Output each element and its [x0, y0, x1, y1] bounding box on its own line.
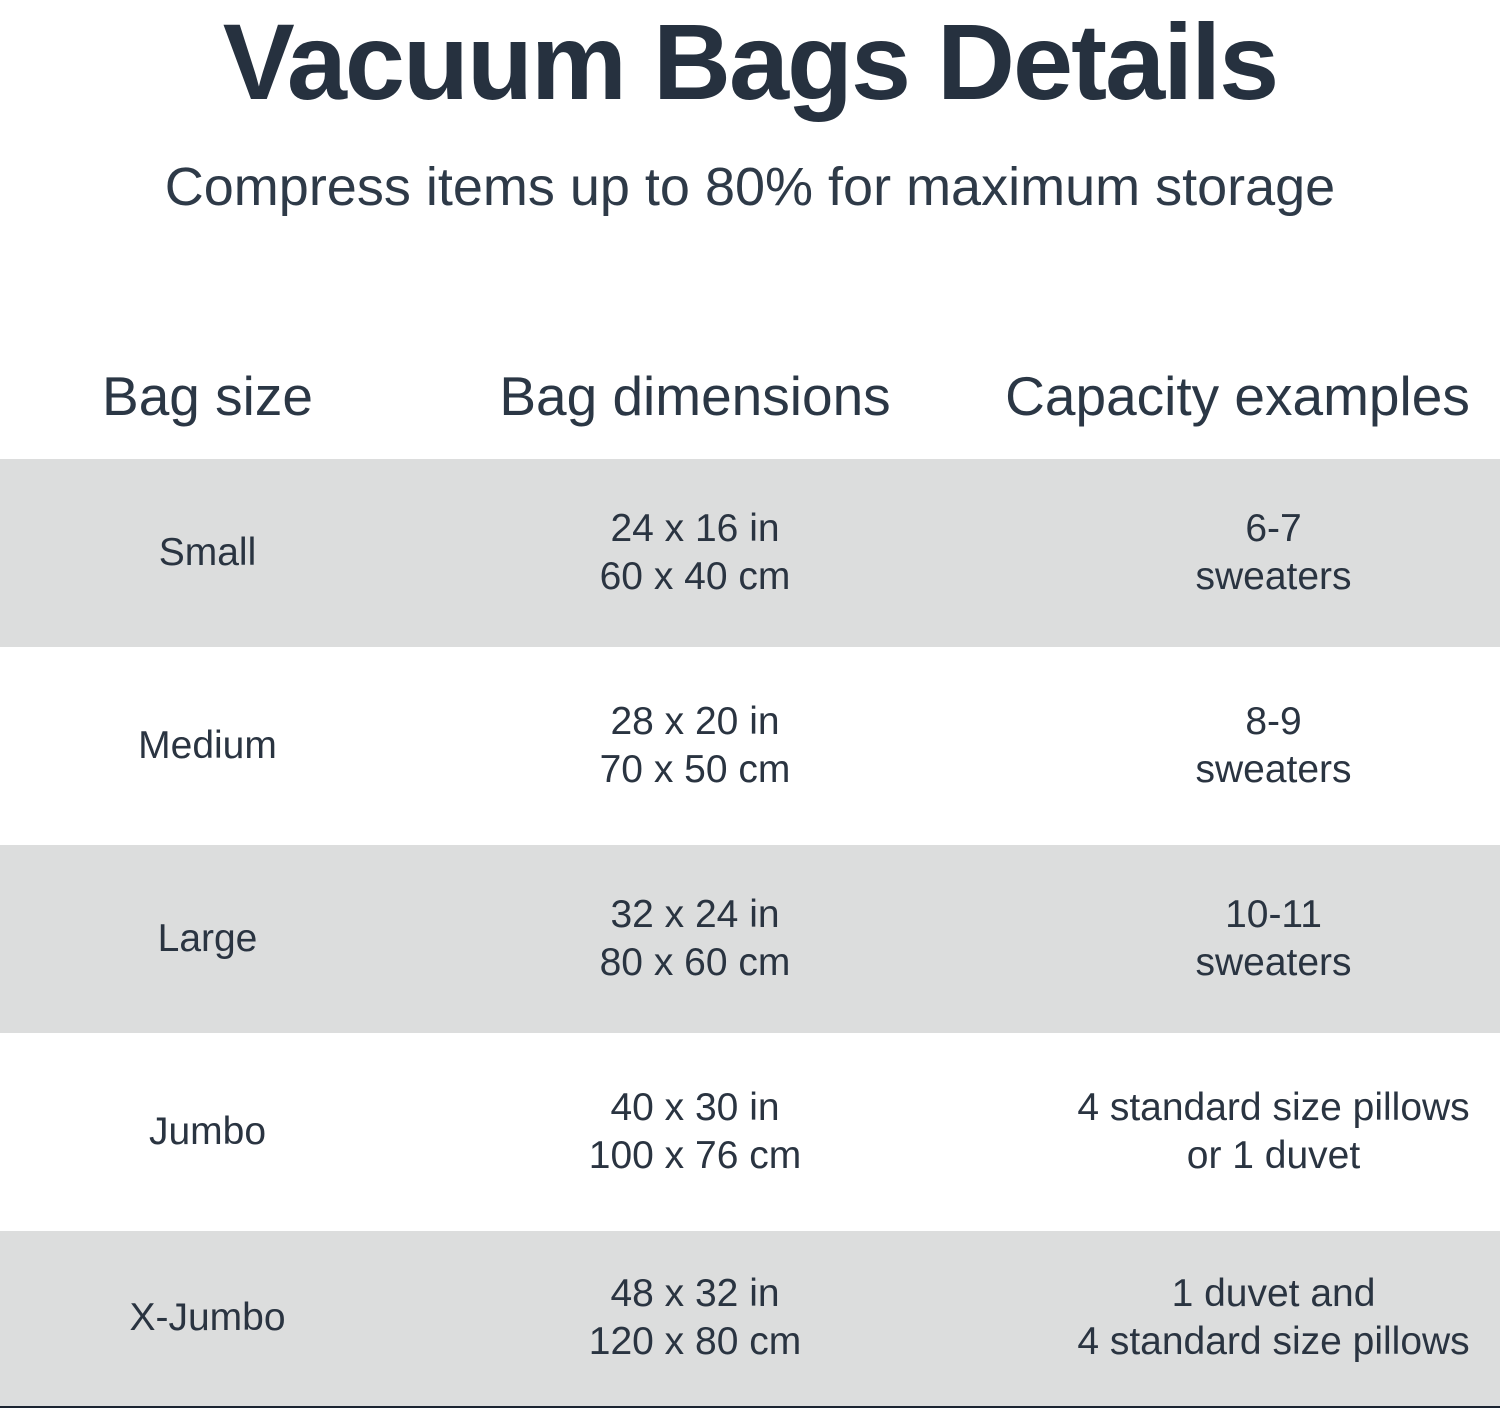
capacity-line-1: 4 standard size pillows: [1077, 1085, 1470, 1129]
column-header-capacity-examples: Capacity examples: [1005, 365, 1470, 428]
dimensions-line-inches: 48 x 32 in: [610, 1272, 780, 1316]
capacity-line-2: or 1 duvet: [1186, 1133, 1361, 1177]
capacity-cell: [975, 891, 1500, 987]
dimensions-line-inches: 24 x 16 in: [610, 506, 780, 550]
dimensions-line-cm: 70 x 50 cm: [599, 747, 791, 791]
capacity-cell: [975, 1270, 1500, 1366]
dimensions-line-cm: 120 x 80 cm: [588, 1320, 802, 1364]
bag-size-cell: Jumbo: [148, 1109, 267, 1153]
capacity-line-1: 10-11: [1225, 892, 1322, 936]
table-row-small: [0, 459, 1500, 647]
table-row-medium: [0, 647, 1500, 845]
capacity-line-2: 4 standard size pillows: [1077, 1320, 1470, 1364]
capacity-line-1: 8-9: [1245, 699, 1302, 743]
capacity-line-2: sweaters: [1195, 940, 1352, 984]
column-header-bag-dimensions: Bag dimensions: [499, 365, 891, 428]
capacity-line-1: 1 duvet and: [1171, 1272, 1376, 1316]
dimensions-line-cm: 80 x 60 cm: [599, 940, 791, 984]
bag-size-cell: X-Jumbo: [129, 1296, 286, 1340]
table-row-x-jumbo: [0, 1231, 1500, 1406]
table-header-row: [0, 366, 1500, 427]
table-row-large: [0, 845, 1500, 1033]
dimensions-cell: [415, 1084, 975, 1180]
dimensions-line-cm: 100 x 76 cm: [588, 1133, 802, 1177]
bag-size-cell: Medium: [138, 723, 277, 767]
column-header-bag-size: Bag size: [102, 365, 313, 428]
page-subtitle: Compress items up to 80% for maximum storage: [164, 157, 1336, 218]
capacity-line-2: sweaters: [1195, 554, 1352, 598]
dimensions-line-cm: 60 x 40 cm: [599, 554, 791, 598]
dimensions-line-inches: 28 x 20 in: [610, 699, 780, 743]
details-table: [0, 459, 1500, 1408]
table-row-jumbo: [0, 1033, 1500, 1231]
dimensions-cell: [415, 505, 975, 601]
capacity-line-1: 6-7: [1245, 506, 1302, 550]
capacity-line-2: sweaters: [1195, 747, 1352, 791]
page-title: Vacuum Bags Details: [222, 1, 1278, 122]
dimensions-line-inches: 32 x 24 in: [610, 892, 780, 936]
bag-size-cell: Small: [158, 530, 257, 574]
capacity-cell: [975, 505, 1500, 601]
dimensions-line-inches: 40 x 30 in: [610, 1085, 780, 1129]
bottom-rule: [0, 1406, 1500, 1408]
bag-size-cell: Large: [157, 916, 258, 960]
dimensions-cell: [415, 1270, 975, 1366]
dimensions-cell: [415, 698, 975, 794]
capacity-cell: [975, 698, 1500, 794]
dimensions-cell: [415, 891, 975, 987]
capacity-cell: [975, 1084, 1500, 1180]
